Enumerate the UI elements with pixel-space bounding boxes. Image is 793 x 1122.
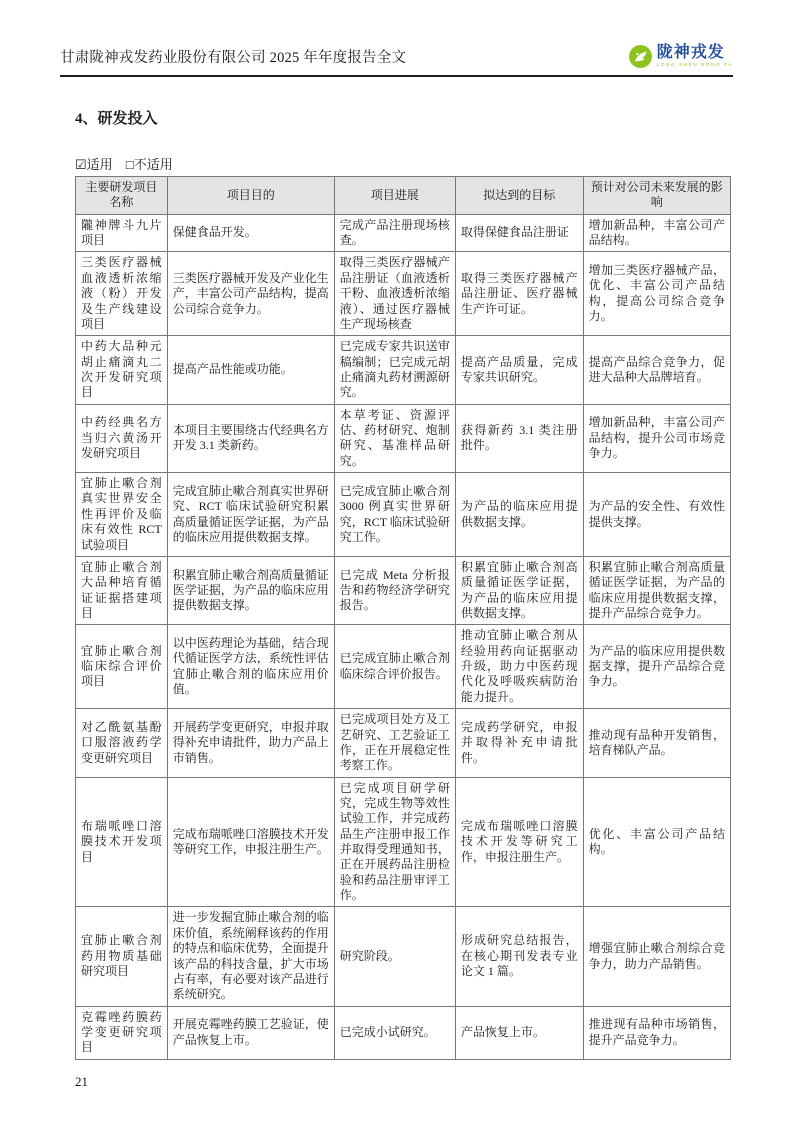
- table-cell: 克霉唑药膜药学变更研究项目: [76, 1006, 168, 1059]
- table-cell: 推进现有品种市场销售，提升产品竞争力。: [583, 1006, 730, 1059]
- table-cell: 完成产品注册现场核查。: [334, 214, 455, 252]
- table-cell: 中药大品种元胡止痛滴丸二次开发研究项目: [76, 336, 168, 404]
- table-cell: 积累宜肺止嗽合剂高质量循证医学证据，为产品的临床应用提供数据支撑，提升产品综合竞争力。: [583, 556, 730, 624]
- document-title: 甘肃陇神戎发药业股份有限公司 2025 年年度报告全文: [60, 50, 407, 66]
- table-cell: 优化、丰富公司产品结构。: [583, 777, 730, 907]
- table-cell: 取得保健食品注册证: [455, 214, 583, 252]
- table-cell: 中药经典名方当归六黄汤开发研究项目: [76, 404, 168, 472]
- table-row: [76, 404, 731, 472]
- table-cell: 提高产品性能或功能。: [167, 336, 334, 404]
- col-header-progress: 项目进展: [334, 177, 455, 215]
- table-row: [76, 336, 731, 404]
- table-cell: 开展药学变更研究，申报并取得补充申请批件，助力产品上市销售。: [167, 709, 334, 777]
- logo-cn-text: 陇神戎发: [656, 44, 725, 62]
- table-cell: 宜肺止嗽合剂真实世界安全性再评价及临床有效性 RCT 试验项目: [76, 473, 168, 557]
- table-cell: 保健食品开发。: [167, 214, 334, 252]
- table-cell: 本项目主要围绕古代经典名方开发 3.1 类新药。: [167, 404, 334, 472]
- logo-bird-icon: [628, 44, 653, 69]
- col-header-project-name: 主要研发项目名称: [76, 177, 168, 215]
- table-cell: 已完成 Meta 分析报告和药物经济学研究报告。: [334, 556, 455, 624]
- col-header-future-impact: 预计对公司未来发展的影响: [583, 177, 730, 215]
- table-cell: 增加新品种，丰富公司产品结构。: [583, 214, 730, 252]
- table-cell: 三类医疗器械开发及产业化生产，丰富公司产品结构，提高公司综合竞争力。: [167, 252, 334, 336]
- table-row: [76, 252, 731, 336]
- table-cell: 宜肺止嗽合剂药用物质基础研究项目: [76, 907, 168, 1006]
- table-row: [76, 777, 731, 907]
- logo-en-text: LONG SHEN RONG FA: [656, 62, 733, 68]
- applicable-checked-checkbox: ☑适用: [75, 157, 113, 172]
- table-cell: 对乙酰氨基酚口服溶液药学变更研究项目: [76, 709, 168, 777]
- table-cell: 布瑞哌唑口溶膜技术开发项目: [76, 777, 168, 907]
- table-cell: 完成布瑞哌唑口溶膜技术开发等研究工作，申报注册生产。: [455, 777, 583, 907]
- table-cell: 三类医疗器械血液透析浓缩液（粉）开发及生产线建设项目: [76, 252, 168, 336]
- table-cell: 产品恢复上市。: [455, 1006, 583, 1059]
- document-header: [60, 44, 733, 77]
- table-cell: 已完成项目处方及工艺研究、工艺验证工作，正在开展稳定性考察工作。: [334, 709, 455, 777]
- table-cell: 增强宜肺止嗽合剂综合竞争力，助力产品销售。: [583, 907, 730, 1006]
- table-cell: 完成药学研究，申报并取得补充申请批件。: [455, 709, 583, 777]
- table-cell: 完成宜肺止嗽合剂真实世界研究、RCT 临床试验研究积累高质量循证医学证据，为产品的临床应用提供数据支撑。: [167, 473, 334, 557]
- table-cell: 以中医药理论为基础，结合现代循证医学方法，系统性评估宜肺止嗽合剂的临床应用价值。: [167, 625, 334, 709]
- logo-wordmark: [657, 45, 733, 68]
- table-row: [76, 907, 731, 1006]
- table-row: [76, 709, 731, 777]
- table-cell: 已完成专家共识送审稿编制；已完成元胡止痛滴丸药材溯源研究。: [334, 336, 455, 404]
- applicability-line: [60, 154, 733, 173]
- table-cell: 本草考证、资源评估、药材研究、炮制研究、基准样品研究。: [334, 404, 455, 472]
- section-title: 4、研发投入: [75, 111, 158, 127]
- table-cell: 隴神牌斗九片项目: [76, 214, 168, 252]
- table-cell: 已完成宜肺止嗽合剂 3000 例真实世界研究，RCT 临床试验研究工作。: [334, 473, 455, 557]
- table-cell: 开展克霉唑药膜工艺验证，使产品恢复上市。: [167, 1006, 334, 1059]
- page-number: 21: [75, 1073, 88, 1089]
- table-cell: 为产品的临床应用提供数据支撑。: [455, 473, 583, 557]
- table-cell: 已完成小试研究。: [334, 1006, 455, 1059]
- table-row: [76, 625, 731, 709]
- table-cell: 获得新药 3.1 类注册批件。: [455, 404, 583, 472]
- rd-projects-table: [75, 176, 731, 1060]
- not-applicable-checkbox: □不适用: [125, 157, 173, 172]
- table-cell: 取得三类医疗器械产品注册证、医疗器械生产许可证。: [455, 252, 583, 336]
- table-cell: 推动宜肺止嗽合剂从经验用药向证据驱动升级，助力中医药现代化及呼吸疾病防治能力提升。: [455, 625, 583, 709]
- table-cell: 已完成宜肺止嗽合剂临床综合评价报告。: [334, 625, 455, 709]
- table-cell: 宜肺止嗽合剂临床综合评价项目: [76, 625, 168, 709]
- table-cell: 研究阶段。: [334, 907, 455, 1006]
- col-header-goal: 拟达到的目标: [455, 177, 583, 215]
- table-cell: 提高产品质量，完成专家共识研究。: [455, 336, 583, 404]
- table-header-row: [76, 177, 731, 215]
- table-cell: 增加新品种，丰富公司产品结构，提升公司市场竞争力。: [583, 404, 730, 472]
- table-cell: 已完成项目研学研究，完成生物等效性试验工作，并完成药品生产注册申报工作并取得受理通知书，正在开展药品注册检验和药品注册审评工作。: [334, 777, 455, 907]
- table-cell: 完成布瑞哌唑口溶膜技术开发等研究工作，申报注册生产。: [167, 777, 334, 907]
- table-row: [76, 1006, 731, 1059]
- table-cell: 为产品的临床应用提供数据支撑，提升产品综合竞争力。: [583, 625, 730, 709]
- table-cell: 推动现有品种开发销售，培育梯队产品。: [583, 709, 730, 777]
- table-row: [76, 473, 731, 557]
- table-cell: 取得三类医疗器械产品注册证（血液透析干粉、血液透析浓缩液）、通过医疗器械生产现场核查: [334, 252, 455, 336]
- col-header-purpose: 项目目的: [167, 177, 334, 215]
- table-cell: 形成研究总结报告，在核心期刊发表专业论文 1 篇。: [455, 907, 583, 1006]
- table-cell: 增加三类医疗器械产品，优化、丰富公司产品结构，提高公司综合竞争力。: [583, 252, 730, 336]
- table-row: [76, 556, 731, 624]
- table-row: [76, 214, 731, 252]
- company-logo: [628, 44, 733, 69]
- table-cell: 为产品的安全性、有效性提供支撑。: [583, 473, 730, 557]
- table-cell: 宜肺止嗽合剂大品种培育循证证据搭建项目: [76, 556, 168, 624]
- table-cell: 进一步发掘宜肺止嗽合剂的临床价值，系统阐释该药的作用的特点和临床优势，全面提升该产品的科技含量，扩大市场占有率，有必要对该产品进行系统研究。: [167, 907, 334, 1006]
- table-cell: 积累宜肺止嗽合剂高质量循证医学证据，为产品的临床应用提供数据支撑。: [455, 556, 583, 624]
- table-cell: 提高产品综合竞争力，促进大品种大品牌培育。: [583, 336, 730, 404]
- table-cell: 积累宜肺止嗽合剂高质量循证医学证据，为产品的临床应用提供数据支撑。: [167, 556, 334, 624]
